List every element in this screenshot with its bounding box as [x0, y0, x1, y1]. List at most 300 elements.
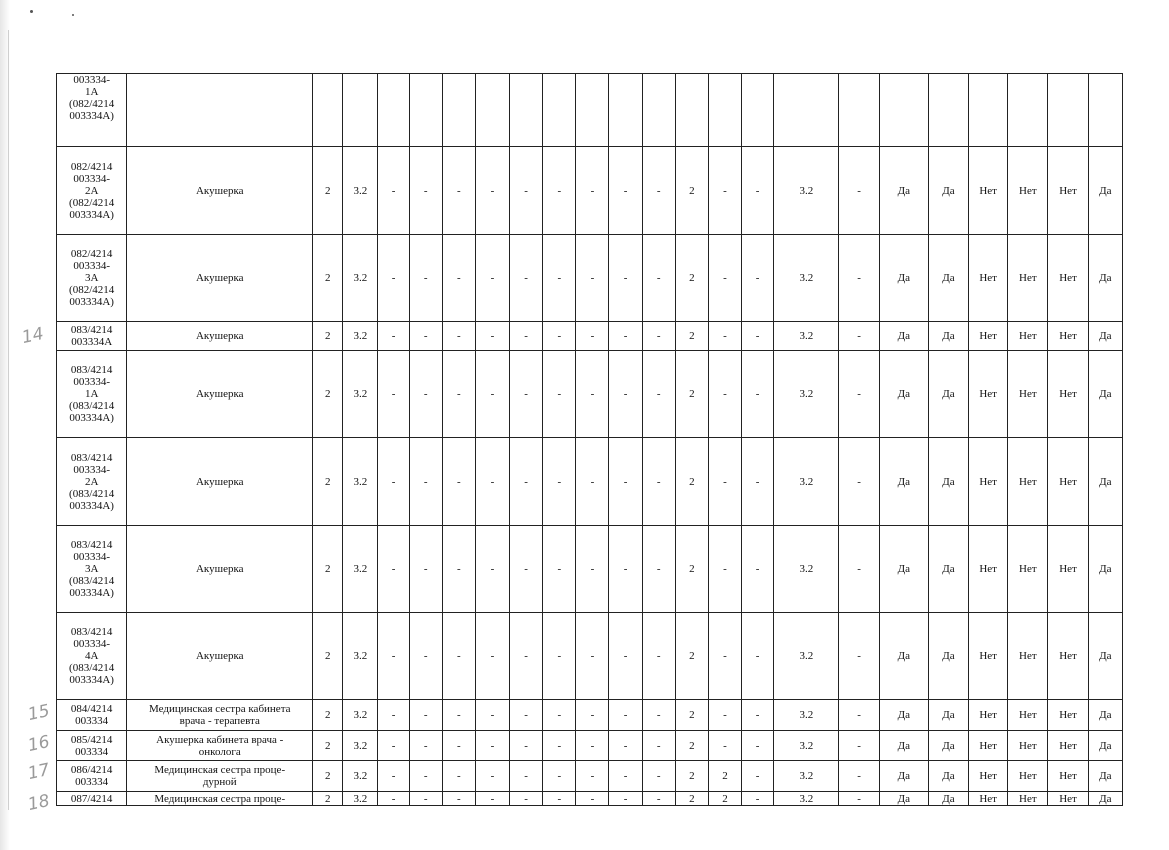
scan-speck [72, 14, 74, 16]
position-name-cell: Медицинская сестра кабинета врача - терапевта [127, 700, 313, 731]
table-row [57, 322, 1123, 351]
value-cell: - [839, 351, 879, 438]
value-cell: 2 [675, 235, 708, 322]
value-cell: - [510, 235, 543, 322]
value-cell: - [609, 613, 642, 700]
value-cell: - [543, 731, 576, 761]
position-code-cell: 083/4214 003334- 1А (083/4214 003334А) [57, 351, 127, 438]
value-cell: - [576, 235, 609, 322]
value-cell: - [642, 761, 675, 792]
value-cell: 2 [313, 351, 343, 438]
position-code-cell: 003334- 1А (082/4214 003334А) [57, 74, 127, 147]
value-cell: - [742, 147, 774, 235]
value-cell: - [378, 322, 409, 351]
table-row [57, 792, 1123, 806]
margin-note-18: 18 [26, 790, 52, 816]
value-cell: Нет [969, 613, 1008, 700]
value-cell: Да [928, 792, 968, 806]
value-cell: 2 [675, 761, 708, 792]
value-cell: 3.2 [343, 526, 378, 613]
value-cell: - [378, 613, 409, 700]
value-cell: 3.2 [774, 322, 839, 351]
value-cell: - [409, 526, 442, 613]
value-cell: - [642, 731, 675, 761]
value-cell: - [839, 731, 879, 761]
position-code-cell: 082/4214 003334- 2А (082/4214 003334А) [57, 147, 127, 235]
value-cell: - [409, 731, 442, 761]
value-cell: - [475, 322, 509, 351]
value-cell: 3.2 [774, 731, 839, 761]
value-cell: - [742, 700, 774, 731]
value-cell: - [475, 526, 509, 613]
value-cell [839, 74, 879, 147]
value-cell: - [510, 613, 543, 700]
value-cell: - [510, 438, 543, 526]
value-cell: Да [879, 613, 928, 700]
value-cell: Да [928, 761, 968, 792]
table-row [57, 526, 1123, 613]
value-cell: - [642, 526, 675, 613]
value-cell: - [409, 700, 442, 731]
position-code-cell: 083/4214 003334- 3А (083/4214 003334А) [57, 526, 127, 613]
value-cell: - [839, 526, 879, 613]
value-cell: - [442, 351, 475, 438]
value-cell: Нет [1008, 700, 1048, 731]
value-cell: Нет [1048, 438, 1088, 526]
position-name-cell: Медицинская сестра проце- дурной [127, 761, 313, 792]
table-row [57, 438, 1123, 526]
value-cell: Нет [969, 700, 1008, 731]
value-cell: - [543, 526, 576, 613]
value-cell: Нет [1048, 613, 1088, 700]
value-cell: - [839, 613, 879, 700]
position-name-cell: Акушерка [127, 613, 313, 700]
value-cell: - [742, 351, 774, 438]
table-row [57, 351, 1123, 438]
value-cell: Да [879, 147, 928, 235]
value-cell: - [378, 792, 409, 806]
value-cell: - [442, 235, 475, 322]
value-cell: Нет [1008, 613, 1048, 700]
value-cell: - [576, 438, 609, 526]
value-cell [378, 74, 409, 147]
value-cell: Нет [1008, 526, 1048, 613]
value-cell: - [708, 613, 741, 700]
value-cell: - [510, 526, 543, 613]
value-cell: Нет [1008, 761, 1048, 792]
position-name-cell [127, 74, 313, 147]
position-code-cell: 083/4214 003334А [57, 322, 127, 351]
value-cell: - [576, 731, 609, 761]
value-cell [313, 74, 343, 147]
value-cell: Да [1088, 761, 1122, 792]
value-cell: 2 [675, 438, 708, 526]
value-cell: Да [879, 351, 928, 438]
table-row [57, 235, 1123, 322]
value-cell: 2 [675, 792, 708, 806]
value-cell: - [442, 700, 475, 731]
value-cell: - [609, 147, 642, 235]
value-cell: - [510, 700, 543, 731]
value-cell: 2 [675, 613, 708, 700]
scan-speck [30, 10, 33, 13]
position-name-cell: Акушерка [127, 322, 313, 351]
value-cell: Нет [1008, 147, 1048, 235]
value-cell: - [378, 235, 409, 322]
value-cell: Нет [1048, 761, 1088, 792]
value-cell: Нет [969, 438, 1008, 526]
value-cell: Нет [969, 235, 1008, 322]
margin-note-17: 17 [26, 759, 52, 785]
value-cell: - [708, 235, 741, 322]
value-cell: - [742, 526, 774, 613]
value-cell: - [510, 351, 543, 438]
value-cell: - [475, 147, 509, 235]
value-cell: Нет [1048, 526, 1088, 613]
value-cell: 2 [313, 613, 343, 700]
value-cell [879, 74, 928, 147]
position-name-cell: Акушерка [127, 526, 313, 613]
staff-table [56, 73, 1123, 806]
value-cell: - [609, 761, 642, 792]
position-code-cell: 086/4214 003334 [57, 761, 127, 792]
value-cell: - [543, 351, 576, 438]
position-code-cell: 087/4214 [57, 792, 127, 806]
value-cell: - [378, 731, 409, 761]
value-cell [442, 74, 475, 147]
value-cell: Нет [969, 147, 1008, 235]
value-cell: Да [928, 613, 968, 700]
position-code-cell: 083/4214 003334- 2А (083/4214 003334А) [57, 438, 127, 526]
value-cell: 2 [313, 761, 343, 792]
value-cell: Нет [1048, 700, 1088, 731]
value-cell: - [510, 322, 543, 351]
value-cell [675, 74, 708, 147]
value-cell: - [839, 235, 879, 322]
value-cell: 3.2 [774, 438, 839, 526]
value-cell: 2 [675, 526, 708, 613]
value-cell: - [409, 322, 442, 351]
value-cell: - [442, 322, 475, 351]
value-cell: Да [928, 526, 968, 613]
value-cell: - [839, 700, 879, 731]
margin-note-14: 14 [20, 323, 46, 349]
value-cell: - [442, 761, 475, 792]
value-cell: - [576, 761, 609, 792]
value-cell: 2 [313, 526, 343, 613]
value-cell: - [409, 792, 442, 806]
value-cell: - [576, 700, 609, 731]
value-cell: - [510, 792, 543, 806]
value-cell: 2 [313, 235, 343, 322]
value-cell: Да [879, 526, 928, 613]
margin-note-16: 16 [26, 731, 52, 757]
position-code-cell: 085/4214 003334 [57, 731, 127, 761]
value-cell: Да [1088, 526, 1122, 613]
value-cell: - [742, 792, 774, 806]
value-cell: - [642, 322, 675, 351]
value-cell: - [742, 322, 774, 351]
value-cell: - [708, 351, 741, 438]
value-cell: 3.2 [774, 700, 839, 731]
value-cell: Да [879, 235, 928, 322]
value-cell: - [543, 700, 576, 731]
value-cell: - [378, 438, 409, 526]
table-row [57, 700, 1123, 731]
value-cell: Да [1088, 351, 1122, 438]
value-cell: Нет [1008, 351, 1048, 438]
value-cell: - [510, 761, 543, 792]
value-cell: Нет [1048, 792, 1088, 806]
value-cell: 3.2 [774, 351, 839, 438]
value-cell: - [475, 731, 509, 761]
value-cell [774, 74, 839, 147]
table-row [57, 74, 1123, 147]
value-cell: - [576, 792, 609, 806]
position-name-cell: Медицинская сестра проце- [127, 792, 313, 806]
value-cell: 3.2 [343, 613, 378, 700]
value-cell: Да [928, 235, 968, 322]
position-code-cell: 084/4214 003334 [57, 700, 127, 731]
value-cell: 3.2 [343, 438, 378, 526]
value-cell: - [642, 351, 675, 438]
value-cell: - [576, 322, 609, 351]
value-cell: 2 [313, 700, 343, 731]
value-cell: 3.2 [343, 147, 378, 235]
value-cell: - [708, 731, 741, 761]
value-cell: 3.2 [774, 235, 839, 322]
value-cell [343, 74, 378, 147]
value-cell: - [609, 700, 642, 731]
value-cell: - [708, 322, 741, 351]
value-cell: 2 [675, 731, 708, 761]
value-cell: 3.2 [343, 761, 378, 792]
value-cell: 3.2 [774, 613, 839, 700]
table-row [57, 147, 1123, 235]
value-cell: 2 [313, 731, 343, 761]
value-cell: - [378, 147, 409, 235]
value-cell: 3.2 [343, 351, 378, 438]
value-cell: - [839, 761, 879, 792]
value-cell: Нет [1008, 235, 1048, 322]
value-cell: - [708, 526, 741, 613]
position-name-cell: Акушерка [127, 147, 313, 235]
value-cell: - [475, 438, 509, 526]
value-cell: - [442, 731, 475, 761]
value-cell: Да [928, 322, 968, 351]
value-cell: - [839, 147, 879, 235]
value-cell: - [742, 438, 774, 526]
value-cell [928, 74, 968, 147]
value-cell: Нет [1048, 731, 1088, 761]
value-cell: - [642, 613, 675, 700]
value-cell: - [642, 235, 675, 322]
value-cell: - [409, 438, 442, 526]
value-cell: Да [1088, 613, 1122, 700]
value-cell: - [442, 613, 475, 700]
value-cell: - [609, 731, 642, 761]
value-cell: - [708, 147, 741, 235]
value-cell: - [442, 438, 475, 526]
value-cell: - [543, 235, 576, 322]
value-cell: - [742, 235, 774, 322]
value-cell [969, 74, 1008, 147]
value-cell: - [642, 438, 675, 526]
value-cell: - [442, 526, 475, 613]
value-cell: Нет [969, 761, 1008, 792]
value-cell: - [576, 147, 609, 235]
value-cell: - [510, 731, 543, 761]
value-cell: Нет [1008, 322, 1048, 351]
value-cell: - [708, 438, 741, 526]
value-cell: Да [1088, 235, 1122, 322]
value-cell: 3.2 [774, 526, 839, 613]
value-cell: - [378, 761, 409, 792]
value-cell: 2 [708, 792, 741, 806]
value-cell: Да [928, 731, 968, 761]
scan-fold-line [8, 30, 9, 810]
value-cell: Да [1088, 731, 1122, 761]
value-cell: Да [879, 700, 928, 731]
value-cell: - [609, 526, 642, 613]
value-cell: - [475, 613, 509, 700]
value-cell: 3.2 [774, 792, 839, 806]
value-cell: 2 [675, 322, 708, 351]
value-cell: 2 [675, 147, 708, 235]
value-cell: - [742, 613, 774, 700]
value-cell: - [409, 235, 442, 322]
value-cell: - [609, 235, 642, 322]
value-cell: - [475, 235, 509, 322]
position-name-cell: Акушерка кабинета врача - онколога [127, 731, 313, 761]
value-cell [409, 74, 442, 147]
value-cell: 3.2 [343, 235, 378, 322]
value-cell [708, 74, 741, 147]
value-cell: Да [928, 700, 968, 731]
value-cell: - [609, 322, 642, 351]
value-cell: - [839, 792, 879, 806]
value-cell: - [543, 438, 576, 526]
table-row [57, 731, 1123, 761]
value-cell: 2 [675, 351, 708, 438]
value-cell: Да [928, 351, 968, 438]
value-cell [1048, 74, 1088, 147]
margin-note-15: 15 [26, 700, 52, 726]
value-cell: 3.2 [343, 322, 378, 351]
value-cell: - [409, 147, 442, 235]
value-cell: Нет [1048, 322, 1088, 351]
value-cell: Да [928, 147, 968, 235]
value-cell: - [543, 613, 576, 700]
value-cell: Нет [969, 792, 1008, 806]
value-cell: - [475, 351, 509, 438]
value-cell: - [839, 322, 879, 351]
value-cell: 3.2 [774, 761, 839, 792]
value-cell: - [609, 351, 642, 438]
value-cell: 2 [313, 792, 343, 806]
value-cell: 2 [675, 700, 708, 731]
value-cell: - [409, 761, 442, 792]
value-cell: - [742, 761, 774, 792]
value-cell: - [475, 792, 509, 806]
value-cell: Нет [1048, 235, 1088, 322]
value-cell: - [442, 792, 475, 806]
value-cell: - [609, 792, 642, 806]
value-cell: Да [1088, 700, 1122, 731]
value-cell [543, 74, 576, 147]
value-cell: 3.2 [343, 700, 378, 731]
value-cell: - [543, 792, 576, 806]
value-cell [742, 74, 774, 147]
value-cell: Да [928, 438, 968, 526]
value-cell: Нет [1048, 147, 1088, 235]
value-cell: Да [1088, 147, 1122, 235]
value-cell: - [609, 438, 642, 526]
position-code-cell: 082/4214 003334- 3А (082/4214 003334А) [57, 235, 127, 322]
value-cell: Да [879, 792, 928, 806]
value-cell: - [543, 761, 576, 792]
value-cell: Нет [969, 526, 1008, 613]
value-cell: Да [1088, 792, 1122, 806]
value-cell: - [839, 438, 879, 526]
value-cell: Нет [1048, 351, 1088, 438]
value-cell: Да [879, 322, 928, 351]
value-cell: Да [1088, 322, 1122, 351]
value-cell [475, 74, 509, 147]
value-cell [1008, 74, 1048, 147]
value-cell: 2 [313, 438, 343, 526]
value-cell: - [475, 700, 509, 731]
value-cell: - [642, 700, 675, 731]
value-cell: 2 [708, 761, 741, 792]
position-name-cell: Акушерка [127, 438, 313, 526]
value-cell: - [742, 731, 774, 761]
value-cell: - [543, 322, 576, 351]
value-cell: Нет [969, 731, 1008, 761]
table-row [57, 613, 1123, 700]
value-cell: Нет [969, 322, 1008, 351]
value-cell: 3.2 [343, 731, 378, 761]
value-cell: 2 [313, 322, 343, 351]
position-name-cell: Акушерка [127, 351, 313, 438]
value-cell: - [576, 526, 609, 613]
value-cell: Да [879, 731, 928, 761]
value-cell: - [708, 700, 741, 731]
value-cell [576, 74, 609, 147]
value-cell: 3.2 [343, 792, 378, 806]
value-cell: - [442, 147, 475, 235]
value-cell [609, 74, 642, 147]
position-code-cell: 083/4214 003334- 4А (083/4214 003334А) [57, 613, 127, 700]
value-cell: - [642, 147, 675, 235]
value-cell [1088, 74, 1122, 147]
value-cell: Да [1088, 438, 1122, 526]
value-cell: - [642, 792, 675, 806]
value-cell: - [378, 351, 409, 438]
value-cell: - [378, 526, 409, 613]
value-cell: Да [879, 438, 928, 526]
table-row [57, 761, 1123, 792]
value-cell: - [409, 351, 442, 438]
value-cell: 2 [313, 147, 343, 235]
value-cell: Да [879, 761, 928, 792]
value-cell: - [576, 613, 609, 700]
value-cell: - [510, 147, 543, 235]
value-cell: - [475, 761, 509, 792]
value-cell: - [576, 351, 609, 438]
value-cell: Нет [1008, 731, 1048, 761]
value-cell [510, 74, 543, 147]
